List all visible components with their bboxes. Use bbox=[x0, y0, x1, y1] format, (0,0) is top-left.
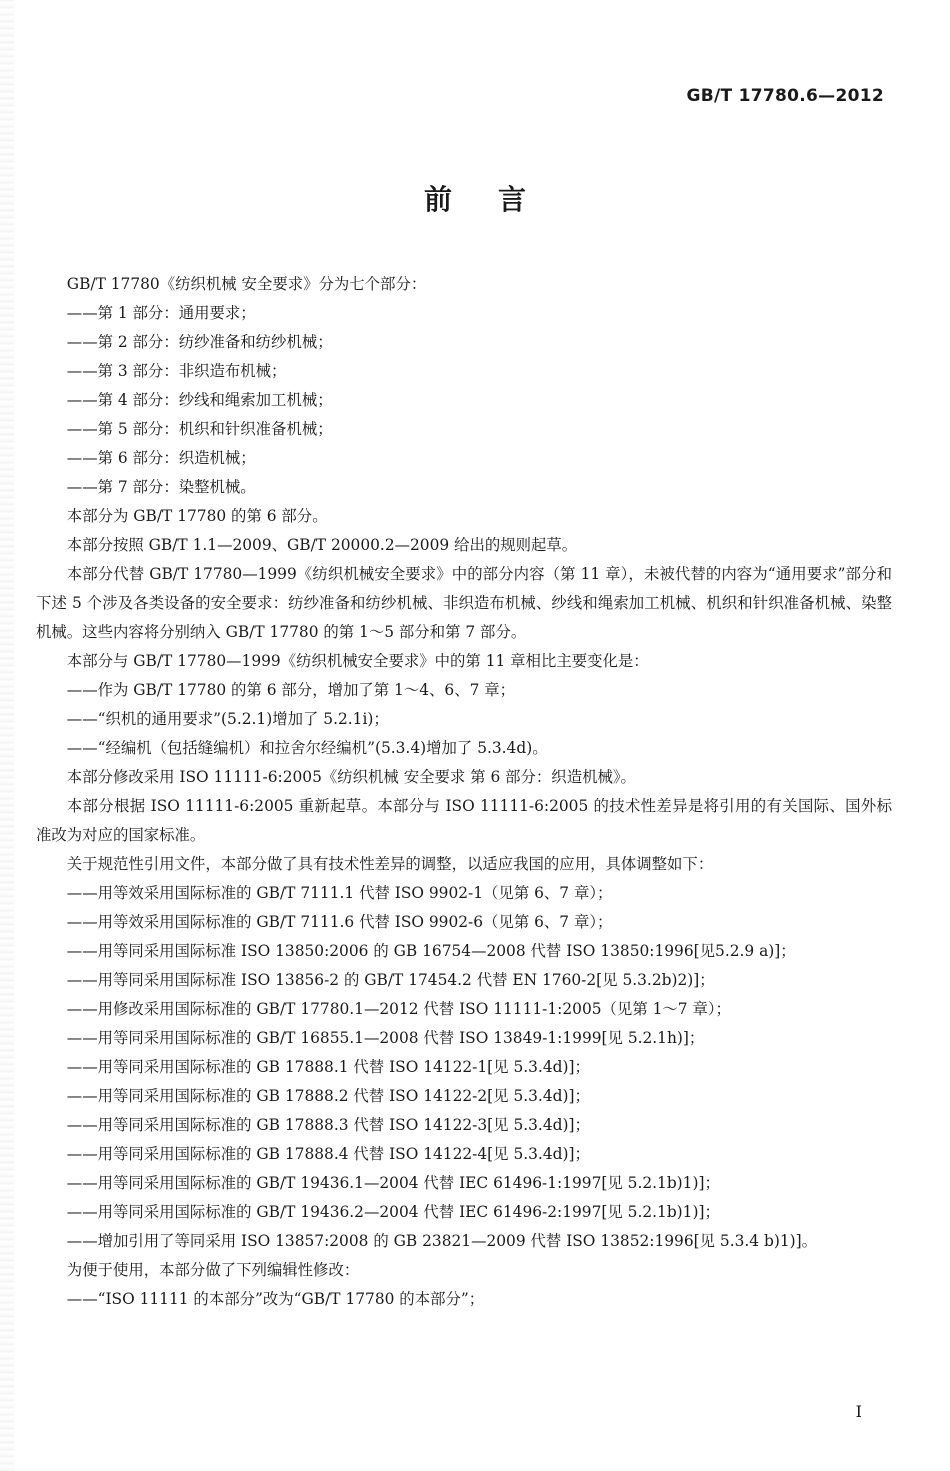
list-item-reference: ——增加引用了等同采用 ISO 13857:2008 的 GB 23821—2009 代替 ISO 13852:1996[见 5.3.4 b)1)]。 bbox=[66, 1232, 818, 1250]
paragraph-redrafting: 本部分根据 ISO 11111-6:2005 重新起草。本部分与 ISO 11111-6:2005 的技术性差异是将引用的有关国际、国外标准改为对应的国家标准。 bbox=[36, 797, 892, 844]
list-item-reference: ——用等同采用国际标准的 GB/T 19436.2—2004 代替 IEC 61496-2:1997[见 5.2.1b)1)]； bbox=[66, 1203, 720, 1221]
list-item-reference: ——用等同采用国际标准的 GB 17888.2 代替 ISO 14122-2[见 5.3.4d)]； bbox=[66, 1087, 590, 1105]
list-item-reference: ——用等同采用国际标准的 GB 17888.3 代替 ISO 14122-3[见 5.3.4d)]； bbox=[66, 1116, 590, 1134]
list-item-change: ——作为 GB/T 17780 的第 6 部分，增加了第 1～4、6、7 章； bbox=[66, 681, 516, 699]
list-item-reference: ——用等同采用国际标准的 GB/T 16855.1—2008 代替 ISO 13849-1:1999[见 5.2.1h)]； bbox=[66, 1029, 705, 1047]
list-item-reference: ——用等同采用国际标准 ISO 13850:2006 的 GB 16754—2008 代替 ISO 13850:1996[见5.2.9 a)]； bbox=[66, 942, 796, 960]
list-item-part-2: ——第 2 部分：纺纱准备和纺纱机械； bbox=[66, 333, 333, 351]
list-item-reference: ——用等同采用国际标准的 GB 17888.1 代替 ISO 14122-1[见 5.3.4d)]； bbox=[66, 1058, 590, 1076]
list-item-change: ——“经编机（包括缝编机）和拉舍尔经编机”(5.3.4)增加了 5.3.4d)。 bbox=[66, 739, 548, 757]
document-body bbox=[36, 270, 892, 1314]
paragraph-iso-adoption: 本部分修改采用 ISO 11111-6:2005《纺织机械 安全要求 第 6 部分：织造机械》。 bbox=[66, 768, 636, 786]
list-item-part-6: ——第 6 部分：织造机械； bbox=[66, 449, 256, 467]
list-item-reference: ——用等效采用国际标准的 GB/T 7111.6 代替 ISO 9902-6（见第 6、7 章）； bbox=[66, 913, 613, 931]
list-item-part-4: ——第 4 部分：纱线和绳索加工机械； bbox=[66, 391, 333, 409]
list-item-part-5: ——第 5 部分：机织和针织准备机械； bbox=[66, 420, 333, 438]
list-item-reference: ——用等效采用国际标准的 GB/T 7111.1 代替 ISO 9902-1（见第 6、7 章）； bbox=[66, 884, 613, 902]
list-item-change: ——“织机的通用要求”(5.2.1)增加了 5.2.1i)； bbox=[66, 710, 389, 728]
list-item-reference: ——用修改采用国际标准的 GB/T 17780.1—2012 代替 ISO 11111-1:2005（见第 1～7 章）； bbox=[66, 1000, 731, 1018]
paragraph-part-number: 本部分为 GB/T 17780 的第 6 部分。 bbox=[66, 507, 328, 525]
list-item-part-7: ——第 7 部分：染整机械。 bbox=[66, 478, 256, 496]
scan-edge-shadow bbox=[0, 0, 14, 1471]
standard-number: GB/T 17780.6—2012 bbox=[686, 86, 884, 106]
paragraph-replacement: 本部分代替 GB/T 17780—1999《纺织机械安全要求》中的部分内容（第 11 章），未被代替的内容为“通用要求”部分和下述 5 个涉及各类设备的安全要求：纺纱准备和纺纱机械、非织造布机械、纱线和绳索加工机械、机织和针织准备机械、染整机械。这些内容将分别纳入 GB/T 17780 的第 1～5 部分和第 7 部分。 bbox=[36, 565, 892, 641]
list-item-part-3: ——第 3 部分：非织造布机械； bbox=[66, 362, 287, 380]
paragraph-drafting-rules: 本部分按照 GB/T 1.1—2009、GB/T 20000.2—2009 给出的规则起草。 bbox=[66, 536, 578, 554]
list-item-reference: ——用等同采用国际标准的 GB/T 19436.1—2004 代替 IEC 61496-1:1997[见 5.2.1b)1)]； bbox=[66, 1174, 720, 1192]
page-number: I bbox=[855, 1402, 862, 1421]
list-item-reference: ——用等同采用国际标准的 GB 17888.4 代替 ISO 14122-4[见 5.3.4d)]； bbox=[66, 1145, 590, 1163]
list-item-editorial: ——“ISO 11111 的本部分”改为“GB/T 17780 的本部分”； bbox=[66, 1290, 485, 1308]
paragraph-editorial-intro: 为便于使用，本部分做了下列编辑性修改： bbox=[66, 1261, 360, 1279]
paragraph-intro: GB/T 17780《纺织机械 安全要求》分为七个部分： bbox=[66, 275, 427, 293]
list-item-reference: ——用等同采用国际标准 ISO 13856-2 的 GB/T 17454.2 代替 EN 1760-2[见 5.3.2b)2)]； bbox=[66, 971, 715, 989]
paragraph-changes-intro: 本部分与 GB/T 17780—1999《纺织机械安全要求》中的第 11 章相比主要变化是： bbox=[66, 652, 649, 670]
paragraph-references-intro: 关于规范性引用文件，本部分做了具有技术性差异的调整，以适应我国的应用，具体调整如下： bbox=[66, 855, 714, 873]
page-title: 前言 bbox=[423, 183, 572, 216]
list-item-part-1: ——第 1 部分：通用要求； bbox=[66, 304, 256, 322]
